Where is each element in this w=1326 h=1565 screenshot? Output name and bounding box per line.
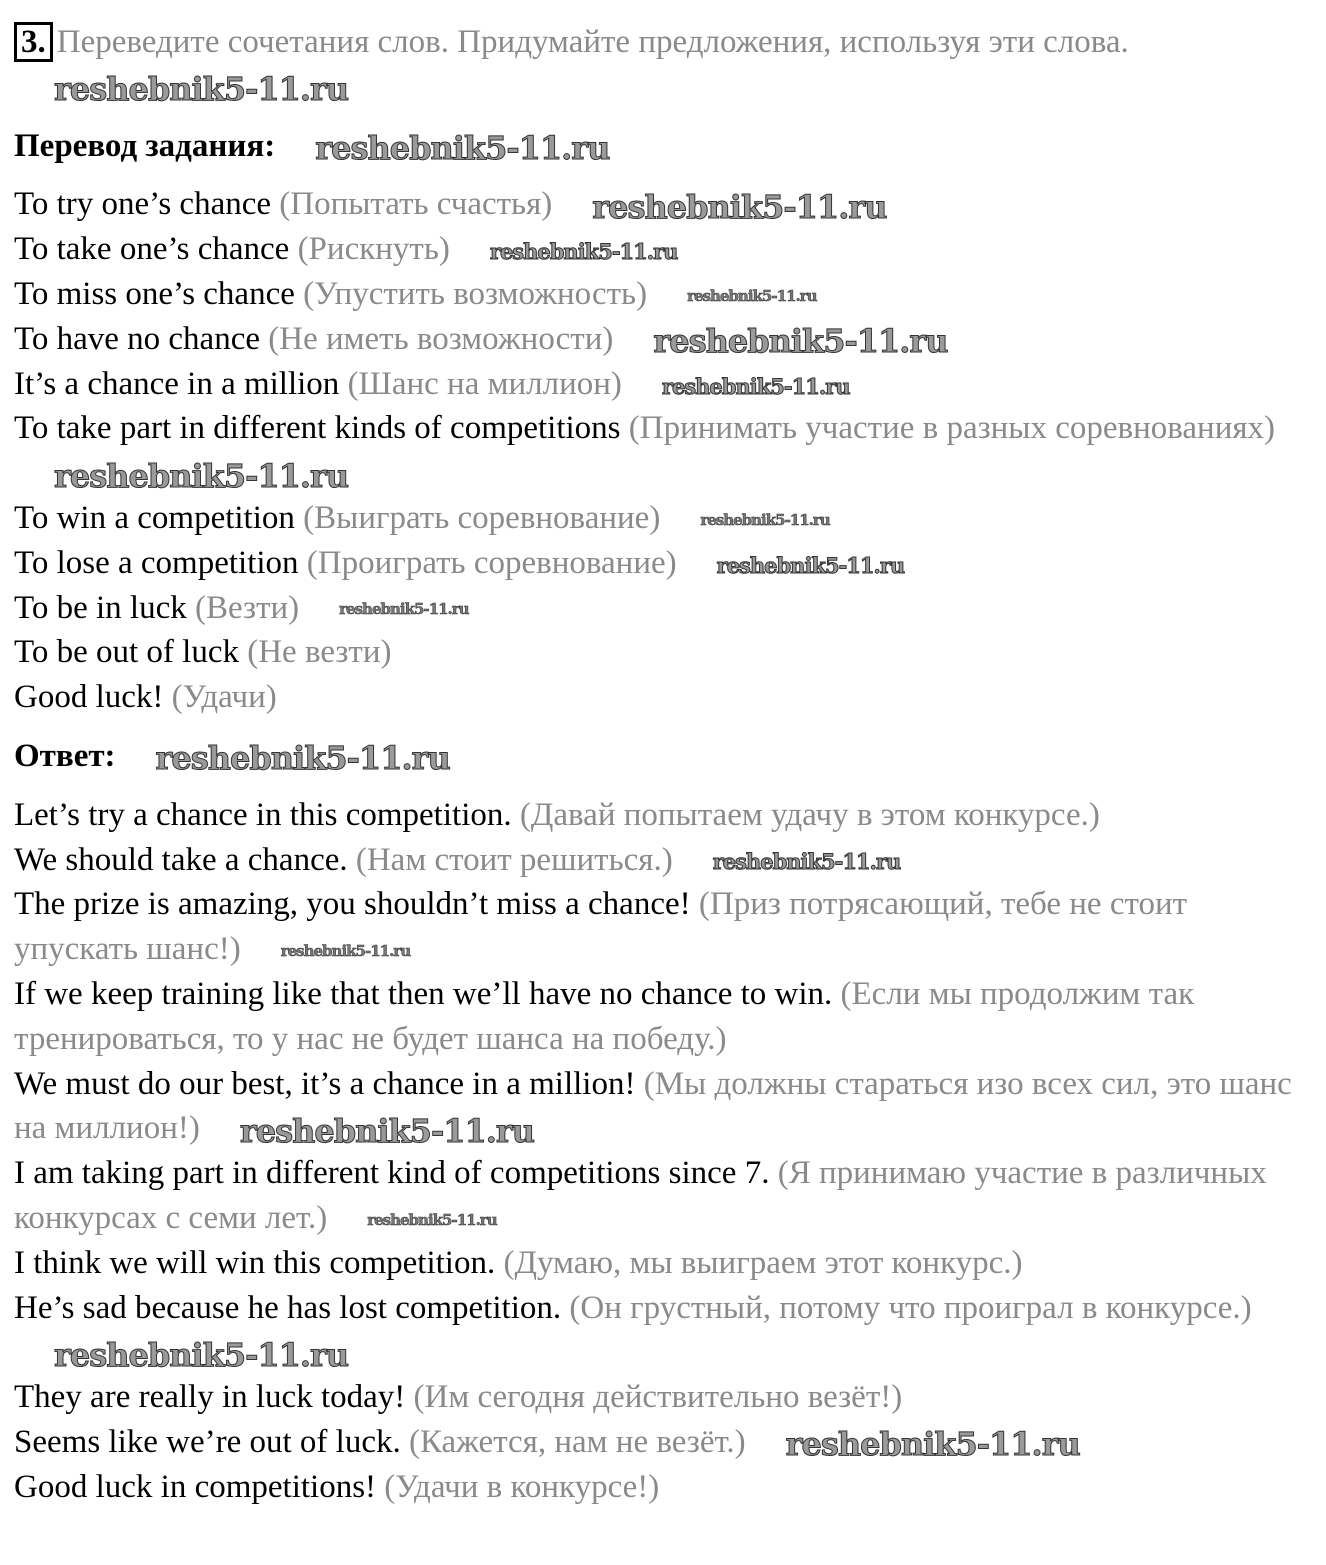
answer-item xyxy=(14,1465,1314,1510)
phrase-item-english: Good luck! xyxy=(14,679,164,716)
answer-item xyxy=(14,838,1314,883)
answer-item-english: They are really in luck today! xyxy=(14,1379,406,1416)
watermark: reshebnik5-11.ru xyxy=(687,286,817,305)
answer-item-russian: (Кажется, нам не везёт.) xyxy=(408,1423,746,1460)
phrase-item-english: To take part in different kinds of competitions xyxy=(14,410,621,447)
answer-item-russian: (Я принимаю участие в различных конкурсах с семи лет.) xyxy=(14,1155,1267,1236)
watermark: reshebnik5-11.ru xyxy=(367,1210,497,1229)
phrase-item-russian: (Принимать участие в разных соревнованиях) xyxy=(628,410,1276,447)
phrase-item-english: To lose a competition xyxy=(14,544,299,581)
answer-item xyxy=(14,1062,1314,1152)
watermark: reshebnik5-11.ru xyxy=(489,239,678,265)
answer-item-russian: (Давай попытаем удачу в этом конкурсе.) xyxy=(519,796,1100,833)
phrase-item-russian: (Упустить возможность) xyxy=(303,275,648,312)
phrase-item-russian: (Выиграть соревнование) xyxy=(303,499,661,536)
watermark: reshebnik5-11.ru xyxy=(239,1111,535,1150)
answer-item-english: We should take a chance. xyxy=(14,841,348,878)
answer-item-russian: (Он грустный, потому что проиграл в конкурсе.) xyxy=(569,1289,1252,1326)
answer-heading xyxy=(14,734,1314,779)
phrase-item xyxy=(14,541,1314,586)
answer-item-english: Seems like we’re out of luck. xyxy=(14,1423,401,1460)
answer-item-english: I think we will win this competition. xyxy=(14,1244,496,1281)
phrase-item xyxy=(14,317,1314,362)
watermark: reshebnik5-11.ru xyxy=(54,70,349,109)
watermark: reshebnik5-11.ru xyxy=(592,187,887,226)
phrase-item xyxy=(14,675,1314,720)
translation-heading-text: Перевод задания: xyxy=(14,127,276,164)
phrase-item-russian: (Удачи) xyxy=(171,679,277,716)
answer-item xyxy=(14,1375,1314,1420)
answer-item-english: We must do our best, it’s a chance in a million! xyxy=(14,1065,636,1102)
phrase-item-english: To try one’s chance xyxy=(14,186,272,223)
watermark: reshebnik5-11.ru xyxy=(54,456,349,495)
watermark: reshebnik5-11.ru xyxy=(653,322,948,361)
answer-list xyxy=(14,793,1314,1510)
watermark: reshebnik5-11.ru xyxy=(339,600,469,619)
watermark: reshebnik5-11.ru xyxy=(54,1335,349,1374)
task-text: Переведите сочетания слов. Придумайте предложения, используя эти слова. xyxy=(56,24,1129,60)
phrase-item-english: To miss one’s chance xyxy=(14,275,295,312)
phrase-item xyxy=(14,496,1314,541)
phrase-item xyxy=(14,362,1314,407)
answer-item-russian: (Приз потрясающий, тебе не стоит упускать шанс!) xyxy=(14,886,1188,968)
answer-item-english: If we keep training like that then we’ll have no chance to win. xyxy=(14,975,833,1012)
phrase-item xyxy=(14,406,1314,496)
translation-heading xyxy=(14,124,1314,169)
answer-item xyxy=(14,1286,1314,1376)
answer-item-english: I am taking part in different kind of competitions since 7. xyxy=(14,1155,770,1192)
phrase-item-russian: (Шанс на миллион) xyxy=(347,365,622,402)
phrase-item xyxy=(14,272,1314,317)
watermark: reshebnik5-11.ru xyxy=(785,1425,1080,1464)
phrase-item xyxy=(14,630,1314,675)
phrase-item-russian: (Рискнуть) xyxy=(297,231,450,268)
answer-item xyxy=(14,1241,1314,1286)
answer-item-russian: (Если мы продолжим так тренироваться, то у нас не будет шанса на победу.) xyxy=(14,975,1195,1057)
phrase-item-english: To win a competition xyxy=(14,499,295,536)
answer-item-english: The prize is amazing, you shouldn’t miss a chance! xyxy=(14,886,691,923)
watermark: reshebnik5-11.ru xyxy=(315,129,610,168)
phrase-item-english: To take one’s chance xyxy=(14,231,290,268)
phrase-item-russian: (Не иметь возможности) xyxy=(268,320,614,357)
answer-heading-text: Ответ: xyxy=(14,737,116,774)
phrase-item xyxy=(14,182,1314,227)
answer-item-russian: (Нам стоит решиться.) xyxy=(355,841,673,878)
phrase-list xyxy=(14,182,1314,720)
watermark: reshebnik5-11.ru xyxy=(700,510,830,529)
watermark: reshebnik5-11.ru xyxy=(155,739,450,778)
phrase-item xyxy=(14,586,1314,631)
phrase-item-russian: (Попытать счастья) xyxy=(279,186,553,223)
phrase-item-english: To have no chance xyxy=(14,320,260,357)
answer-item xyxy=(14,1420,1314,1465)
answer-item-english: He’s sad because he has lost competition. xyxy=(14,1289,562,1326)
phrase-item-english: It’s a chance in a million xyxy=(14,365,340,402)
answer-item-russian: (Им сегодня действительно везёт!) xyxy=(413,1379,903,1416)
answer-item-russian: (Удачи в конкурсе!) xyxy=(384,1468,660,1505)
answer-item xyxy=(14,972,1314,1062)
phrase-item xyxy=(14,227,1314,272)
phrase-item-russian: (Везти) xyxy=(194,589,300,626)
watermark: reshebnik5-11.ru xyxy=(712,849,901,875)
watermark: reshebnik5-11.ru xyxy=(716,552,905,578)
watermark: reshebnik5-11.ru xyxy=(661,373,850,399)
task-number: 3. xyxy=(14,22,53,62)
answer-item-russian: (Думаю, мы выиграем этот конкурс.) xyxy=(503,1244,1023,1281)
phrase-item-english: To be out of luck xyxy=(14,634,239,671)
task-statement xyxy=(14,20,1314,110)
answer-item xyxy=(14,793,1314,838)
phrase-item-russian: (Не везти) xyxy=(247,634,392,671)
answer-item-russian: (Мы должны стараться изо всех сил, это шанс на миллион!) xyxy=(14,1065,1292,1147)
phrase-item-russian: (Проиграть соревнование) xyxy=(306,544,677,581)
answer-item-english: Let’s try a chance in this competition. xyxy=(14,796,512,833)
answer-item xyxy=(14,1151,1314,1241)
answer-item-english: Good luck in competitions! xyxy=(14,1468,377,1505)
phrase-item-english: To be in luck xyxy=(14,589,187,626)
answer-item xyxy=(14,882,1314,972)
watermark: reshebnik5-11.ru xyxy=(280,942,411,961)
